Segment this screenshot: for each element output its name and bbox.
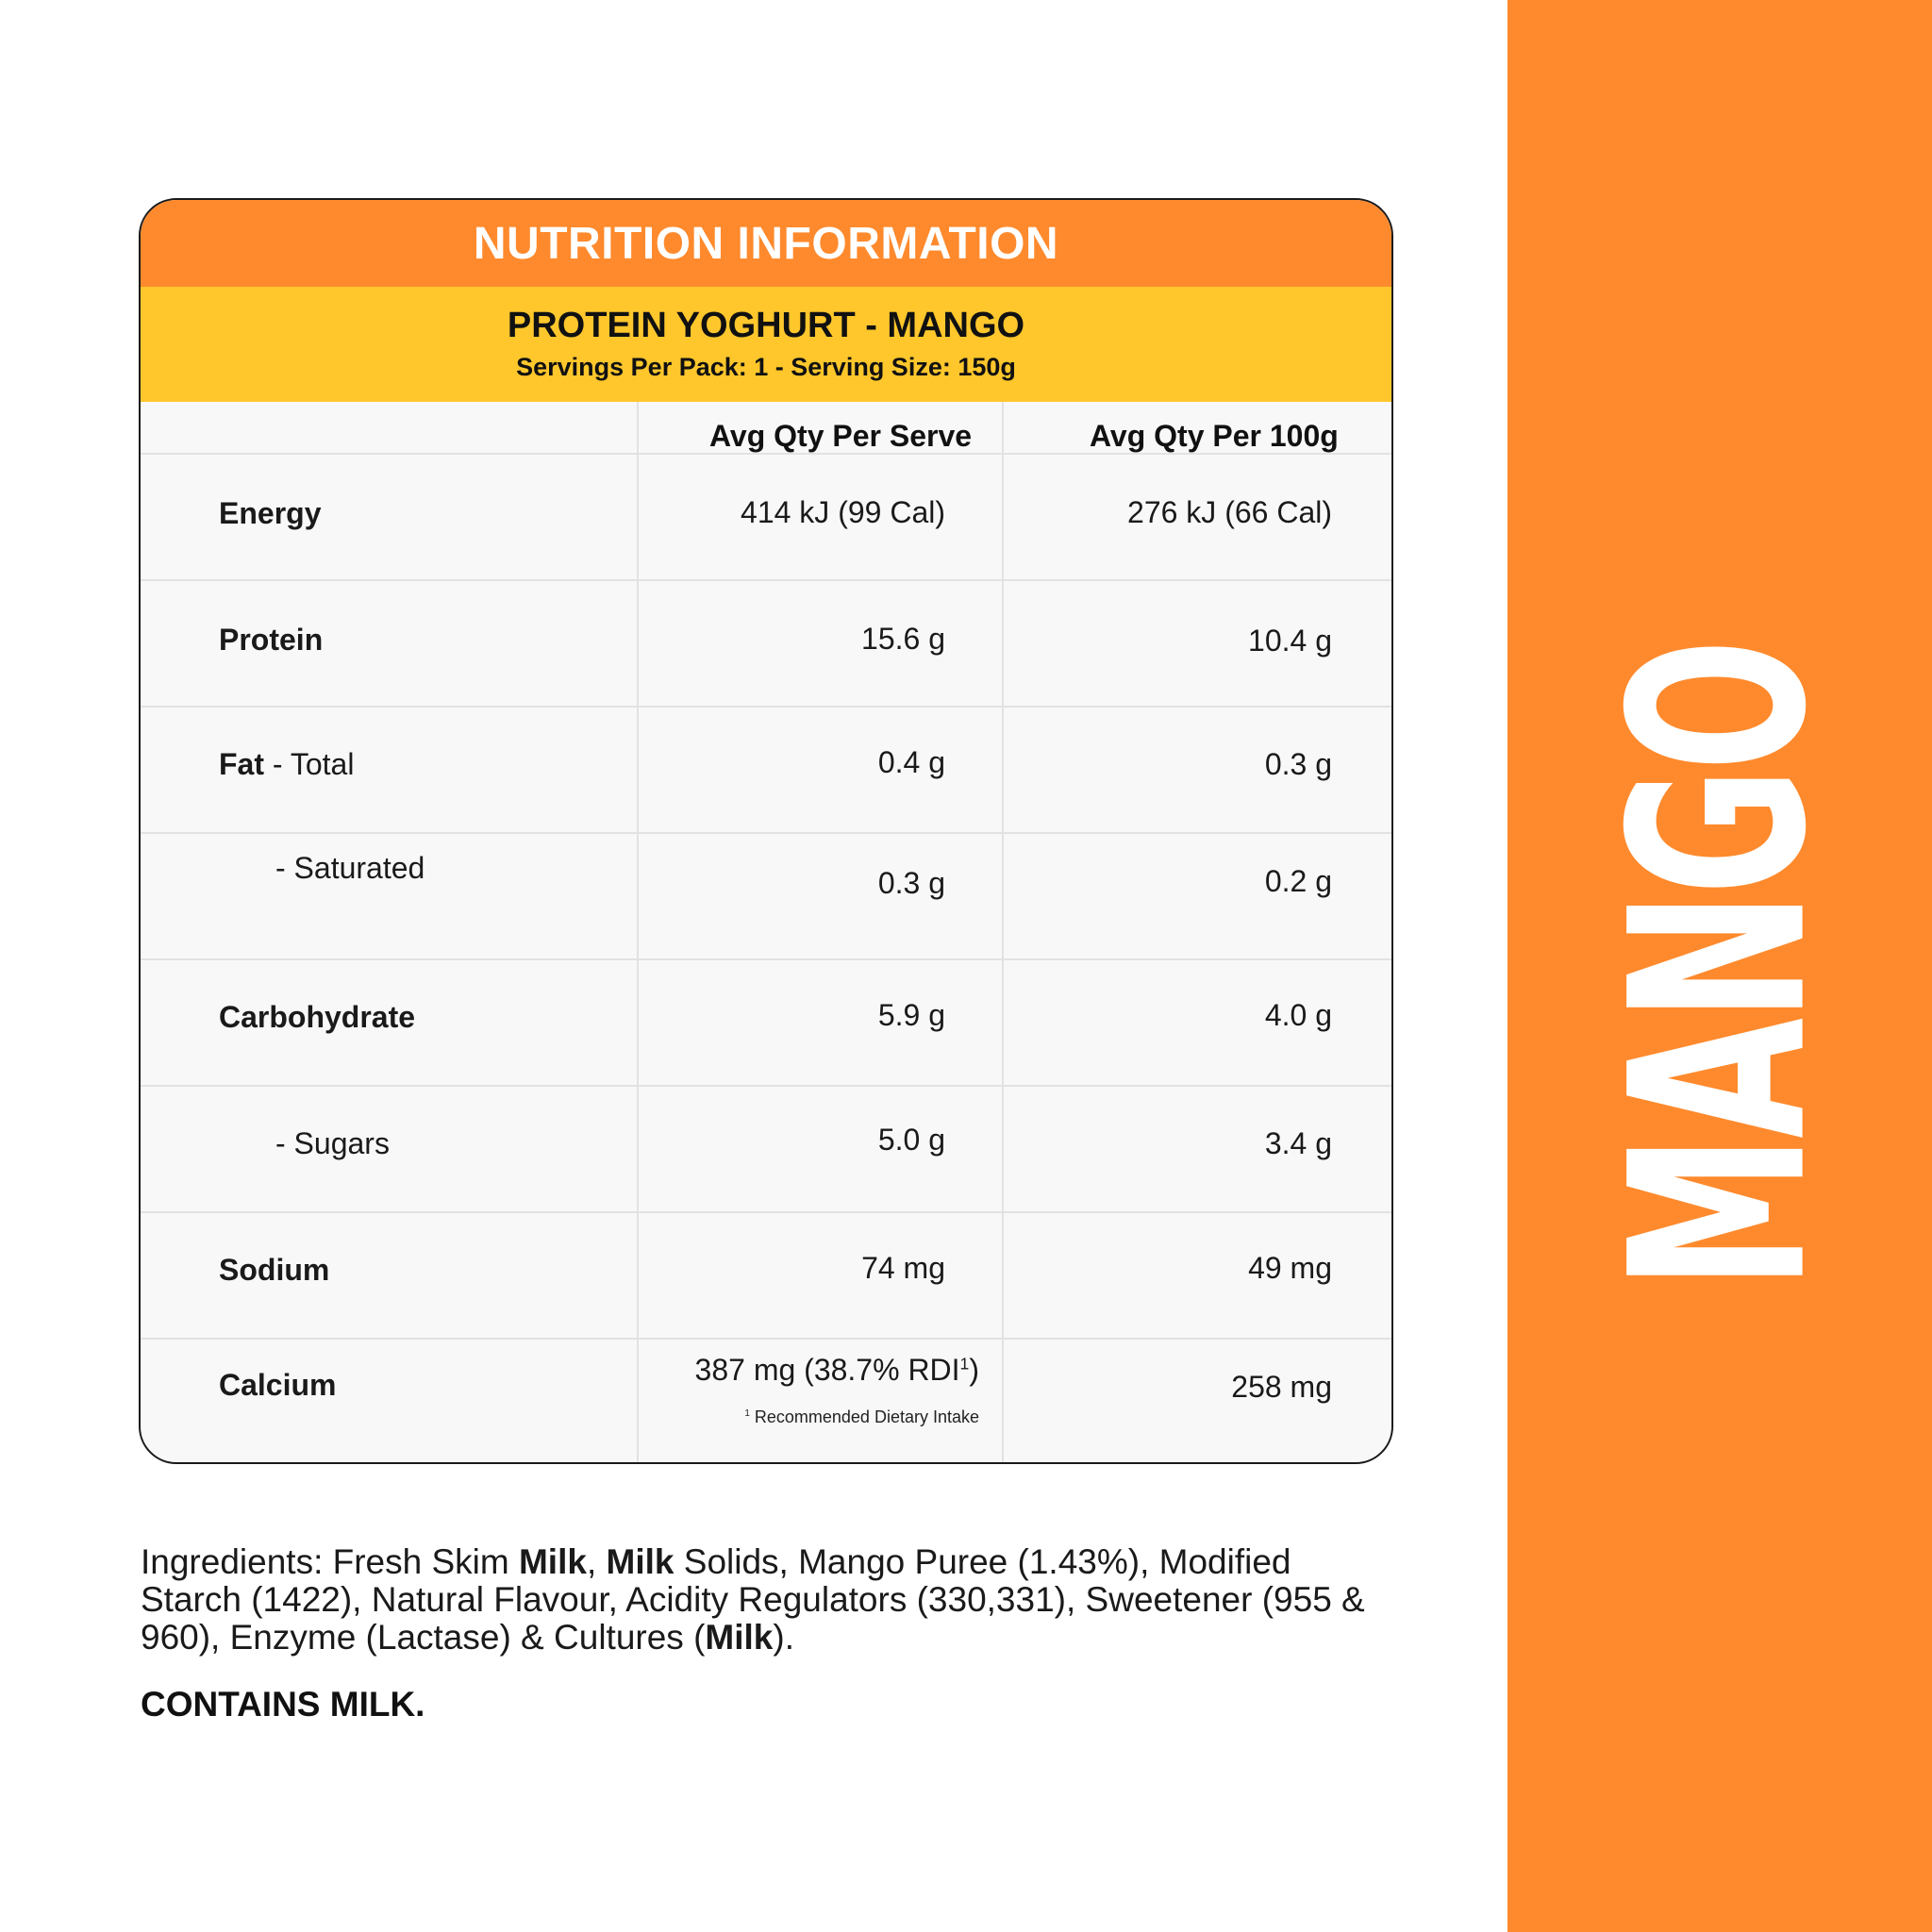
serving-info: Servings Per Pack: 1 - Serving Size: 150g bbox=[516, 353, 1016, 381]
nutrient-label: Sodium bbox=[219, 1253, 330, 1287]
table-row-protein bbox=[141, 579, 1391, 706]
value-per-100g: 0.3 g bbox=[1264, 747, 1332, 781]
table-row-saturated bbox=[141, 832, 1391, 958]
table-row-sodium bbox=[141, 1211, 1391, 1338]
value-per-serve: 0.3 g bbox=[877, 866, 945, 900]
value-per-serve: 0.4 g bbox=[877, 745, 945, 779]
nutrient-label: Energy bbox=[219, 496, 322, 530]
table-row-fat bbox=[141, 706, 1391, 832]
value-per-100g: 4.0 g bbox=[1264, 998, 1332, 1032]
nutrient-sublabel: - Saturated bbox=[275, 851, 425, 885]
value-per-100g: 10.4 g bbox=[1248, 624, 1332, 658]
allergen-milk: Milk bbox=[606, 1542, 675, 1581]
value-per-100g: 49 mg bbox=[1248, 1251, 1332, 1285]
nutrient-label-suffix: - Total bbox=[264, 747, 355, 781]
ingredients-close: ). bbox=[773, 1618, 794, 1657]
value-per-100g: 0.2 g bbox=[1264, 864, 1332, 898]
value-per-100g: 276 kJ (66 Cal) bbox=[1127, 495, 1332, 529]
nutrient-sublabel: - Sugars bbox=[275, 1126, 390, 1160]
footnote-number: 1 bbox=[744, 1408, 750, 1419]
ingredients-prefix: Ingredients: Fresh Skim bbox=[141, 1542, 519, 1581]
footnote-marker: 1 bbox=[959, 1354, 970, 1374]
value-per-serve-close: ) bbox=[969, 1353, 979, 1387]
value-per-100g: 258 mg bbox=[1231, 1370, 1332, 1404]
footnote bbox=[744, 1407, 979, 1427]
nutrient-label bbox=[219, 747, 354, 782]
nutrition-title-bar bbox=[141, 200, 1391, 287]
value-per-serve: 15.6 g bbox=[861, 622, 945, 656]
nutrient-label: Protein bbox=[219, 623, 324, 657]
nutrient-label: Carbohydrate bbox=[219, 1000, 416, 1034]
nutrient-label: Calcium bbox=[219, 1368, 337, 1402]
value-per-serve: 5.9 g bbox=[877, 998, 945, 1032]
side-banner-word: MANGO bbox=[1578, 642, 1860, 1290]
nutrition-card bbox=[139, 198, 1393, 1464]
value-per-serve-main: 387 mg (38.7% RDI bbox=[694, 1353, 960, 1387]
value-per-serve bbox=[695, 1353, 979, 1388]
side-banner bbox=[1507, 0, 1932, 1932]
footnote-text: Recommended Dietary Intake bbox=[749, 1407, 979, 1426]
product-header bbox=[141, 287, 1391, 402]
nutrient-label-main: Fat bbox=[219, 747, 264, 781]
table-row-sugars bbox=[141, 1085, 1391, 1211]
column-header-per-100g: Avg Qty Per 100g bbox=[1090, 418, 1339, 453]
table-row-calcium bbox=[141, 1338, 1391, 1464]
ingredients-body: Solids, Mango Puree (1.43%), Modified Starch (1422), Natural Flavour, Acidity Regulators (330,331), Sweetener (955 & 960), Enzyme (Lactase) & Cultures ( bbox=[141, 1542, 1365, 1657]
column-header-per-serve: Avg Qty Per Serve bbox=[709, 418, 973, 453]
product-name: PROTEIN YOGHURT - MANGO bbox=[507, 306, 1025, 345]
value-per-serve: 5.0 g bbox=[877, 1123, 945, 1157]
allergen-statement: CONTAINS MILK. bbox=[141, 1685, 425, 1724]
value-per-serve: 414 kJ (99 Cal) bbox=[741, 495, 945, 529]
ingredients-text bbox=[141, 1543, 1395, 1657]
nutrition-title: NUTRITION INFORMATION bbox=[473, 218, 1059, 269]
ingredients-separator: , bbox=[586, 1542, 607, 1581]
value-per-serve: 74 mg bbox=[861, 1251, 945, 1285]
allergen-milk: Milk bbox=[705, 1618, 774, 1657]
allergen-milk: Milk bbox=[518, 1542, 587, 1581]
table-row-carbohydrate bbox=[141, 958, 1391, 1085]
table-row-energy bbox=[141, 453, 1391, 579]
value-per-100g: 3.4 g bbox=[1264, 1126, 1332, 1160]
